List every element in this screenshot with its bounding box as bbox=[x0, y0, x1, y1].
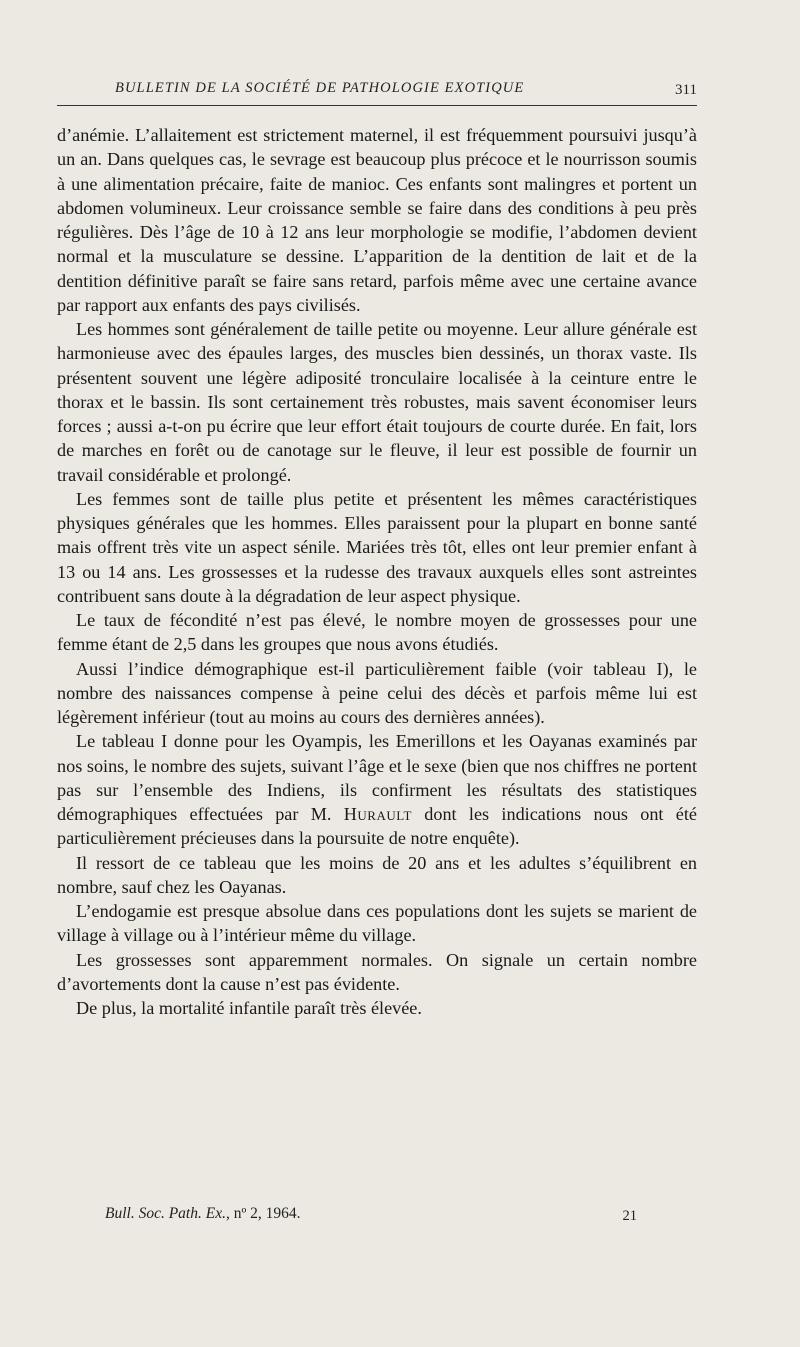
paragraph-6-text-start: Le tableau I donne pour les Oyampis, les Emerillons et les Oayanas examinés par nos soins, le nombre des sujets, suivant l’âge et le sexe (bien que nos chiffres ne portent pas sur l’ensemble des Indiens, ils confirment les résultats des statistiques démographiques effectuées par M. bbox=[57, 731, 697, 824]
paragraph-6 bbox=[57, 729, 697, 850]
paragraph-2: Les hommes sont généralement de taille petite ou moyenne. Leur allure générale est harmonieuse avec des épaules larges, des muscles bien dessinés, un thorax vaste. Ils présentent souvent une légère adiposité tronculaire localisée à la ceinture entre le thorax et le bassin. Ils sont certainement très robustes, mais savent économiser leurs forces ; aussi a-t-on pu écrire que leur effort était toujours de courte durée. En fait, lors de marches en forêt ou de canotage sur le fleuve, il leur est possible de fournir un travail considérable et prolongé. bbox=[57, 319, 697, 485]
citation-issue-year: nº 2, 1964. bbox=[229, 1205, 301, 1222]
page-header bbox=[57, 78, 697, 108]
paragraph-9: Les grossesses sont apparemment normales. On signale un certain nombre d’avortements dont la cause n’est pas évidente. bbox=[57, 949, 697, 994]
journal-citation bbox=[105, 1205, 301, 1223]
paragraph-5: Aussi l’indice démographique est-il particulièrement faible (voir tableau I), le nombre des naissances compense à peine celui des décès et parfois même lui est légèrement inférieur (tout au moins au cours des dernières années). bbox=[57, 658, 697, 727]
running-title: BULLETIN DE LA SOCIÉTÉ DE PATHOLOGIE EXOTIQUE bbox=[115, 80, 525, 96]
paragraph-7: Il ressort de ce tableau que les moins de 20 ans et les adultes s’équilibrent en nombre, sauf chez les Oayanas. bbox=[57, 852, 697, 897]
page-footer bbox=[57, 1205, 697, 1229]
header-rule bbox=[57, 105, 697, 106]
paragraph-8: L’endogamie est presque absolue dans ces populations dont les sujets se marient de village à village ou à l’intérieur même du village. bbox=[57, 901, 697, 946]
paragraph-4: Le taux de fécondité n’est pas élevé, le nombre moyen de grossesses pour une femme étant de 2,5 dans les groupes que nous avons étudiés. bbox=[57, 610, 697, 655]
page-number: 311 bbox=[675, 82, 697, 98]
author-name-hurault: Hurault bbox=[343, 804, 412, 824]
paragraph-10: De plus, la mortalité infantile paraît très élevée. bbox=[76, 998, 422, 1018]
article-body bbox=[57, 123, 697, 1020]
signature-sheet-number: 21 bbox=[622, 1208, 637, 1224]
paragraph-1: d’anémie. L’allaitement est strictement maternel, il est fréquemment poursuivi jusqu’à un an. Dans quelques cas, le sevrage est beaucoup plus précoce et le nourrisson soumis à une alimentation précaire, faite de manioc. Ces enfants sont malingres et portent un abdomen volumineux. Leur croissance semble se faire dans des conditions à peu près régulières. Dès l’âge de 10 à 12 ans leur morphologie se modifie, l’abdomen devient normal et la musculature se dessine. L’apparition de la dentition de lait et de la dentition définitive paraît se faire sans retard, parfois même avec une certaine avance par rapport aux enfants des pays civilisés. bbox=[57, 125, 697, 315]
paragraph-6-text-end: dont les indications nous ont été particulièrement précieuses dans la poursuite de notre enquête). bbox=[57, 804, 697, 849]
paragraph-3: Les femmes sont de taille plus petite et présentent les mêmes caractéristiques physiques générales que les hommes. Elles paraissent pour la plupart en bonne santé mais offrent très vite un aspect sénile. Mariées très tôt, elles ont leur premier enfant à 13 ou 14 ans. Les grossesses et la rudesse des travaux auxquels elles sont astreintes contribuent sans doute à la dégradation de leur aspect physique. bbox=[57, 488, 697, 606]
citation-journal-abbrev: Bull. Soc. Path. Ex., bbox=[105, 1205, 230, 1222]
